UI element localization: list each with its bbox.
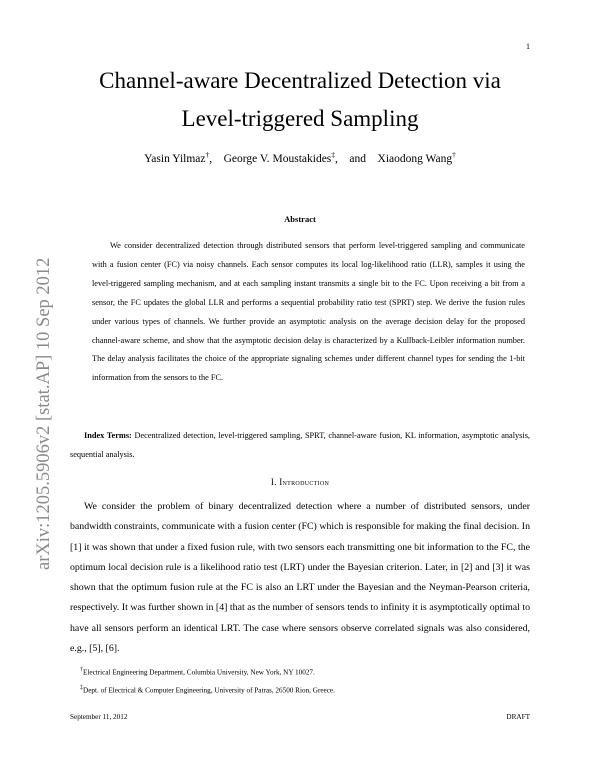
footnote-mark: ‡: [80, 685, 83, 691]
title-line-2: Level-triggered Sampling: [181, 106, 419, 131]
index-terms-label: Index Terms:: [84, 431, 132, 440]
author-list: Yasin Yilmaz†, George V. Moustakides‡, and Xiaodong Wang†: [144, 150, 456, 165]
abstract-text: We consider decentralized detection through distributed sensors that perform level-triggered sampling and communicate with a fusion center (FC) via noisy channels. Each sensor computes its local log-likelihood ratio (LLR), samples it using the level-triggered sampling mechanism, and at each sampling instant transmits a single bit to the FC. Upon receiving a bit from a sensor, the FC updates the global LLR and performs a sequential probability ratio test (SPRT) step. We derive the fusion rules under various types of channels. We further provide an asymptotic analysis on the average decision delay for the proposed channel-aware scheme, and show that the asymptotic decision delay is characterized by a Kullback-Leibler information number. The delay analysis facilitates the choice of the appropriate signaling schemes under different channel types for sending the 1-bit information from the sensors to the FC.: [92, 241, 525, 383]
author-name: Yasin Yilmaz: [144, 152, 206, 165]
section-number: I.: [270, 477, 277, 487]
author-affiliation-mark: †: [205, 150, 210, 159]
abstract-heading: Abstract: [284, 214, 316, 224]
arxiv-side-stamp: [4, 210, 54, 570]
section-title: Introduction: [279, 477, 330, 487]
footnote-text: Dept. of Electrical & Computer Engineering, University of Patras, 26500 Rion, Greece.: [83, 686, 335, 695]
section-heading: [60, 477, 540, 487]
author-name: George V. Moustakides: [223, 152, 332, 165]
footer-date: September 11, 2012: [70, 713, 128, 721]
paper-title: [60, 62, 540, 138]
footnote: [80, 685, 520, 694]
footnote-text: Electrical Engineering Department, Columbia University, New York, NY 10027.: [83, 668, 315, 677]
title-line-1: Channel-aware Decentralized Detection via: [99, 68, 501, 93]
index-terms-text: Decentralized detection, level-triggered sampling, SPRT, channel-aware fusion, KL information, asymptotic analysis, sequential analysis.: [70, 431, 530, 459]
footer-status: DRAFT: [506, 713, 530, 721]
footnote-mark: †: [80, 667, 83, 673]
section-body-text: We consider the problem of binary decentralized detection where a number of distributed sensors, under bandwidth constraints, communicate with a fusion center (FC) which is responsible for making the final decision. In [1] it was shown that under a fixed fusion rule, with two sensors each transmitting one bit information to the FC, the optimum local decision rule is a likelihood ratio test (LRT) under the Bayesian criterion. Later, in [2] and [3] it was shown that the optimum fusion rule at the FC is also an LRT under the Bayesian and the Neyman-Pearson criteria, respectively. It was further shown in [4] that as the number of sensors tends to infinity it is asymptotically optimal to have all sensors perform an identical LRT. The case where sensors observe correlated signals was also considered, e.g., [5], [6].: [70, 501, 530, 655]
author-conjunction: and: [349, 152, 367, 165]
author-affiliation-mark: †: [452, 150, 456, 159]
page-number: 1: [526, 42, 530, 51]
index-terms: [70, 426, 530, 464]
author-name: Xiaodong Wang: [377, 152, 453, 165]
footnote: [80, 667, 520, 676]
arxiv-identifier: arXiv:1205.5906v2 [stat.AP] 10 Sep 2012: [34, 257, 54, 570]
author-affiliation-mark: ‡: [331, 150, 336, 159]
